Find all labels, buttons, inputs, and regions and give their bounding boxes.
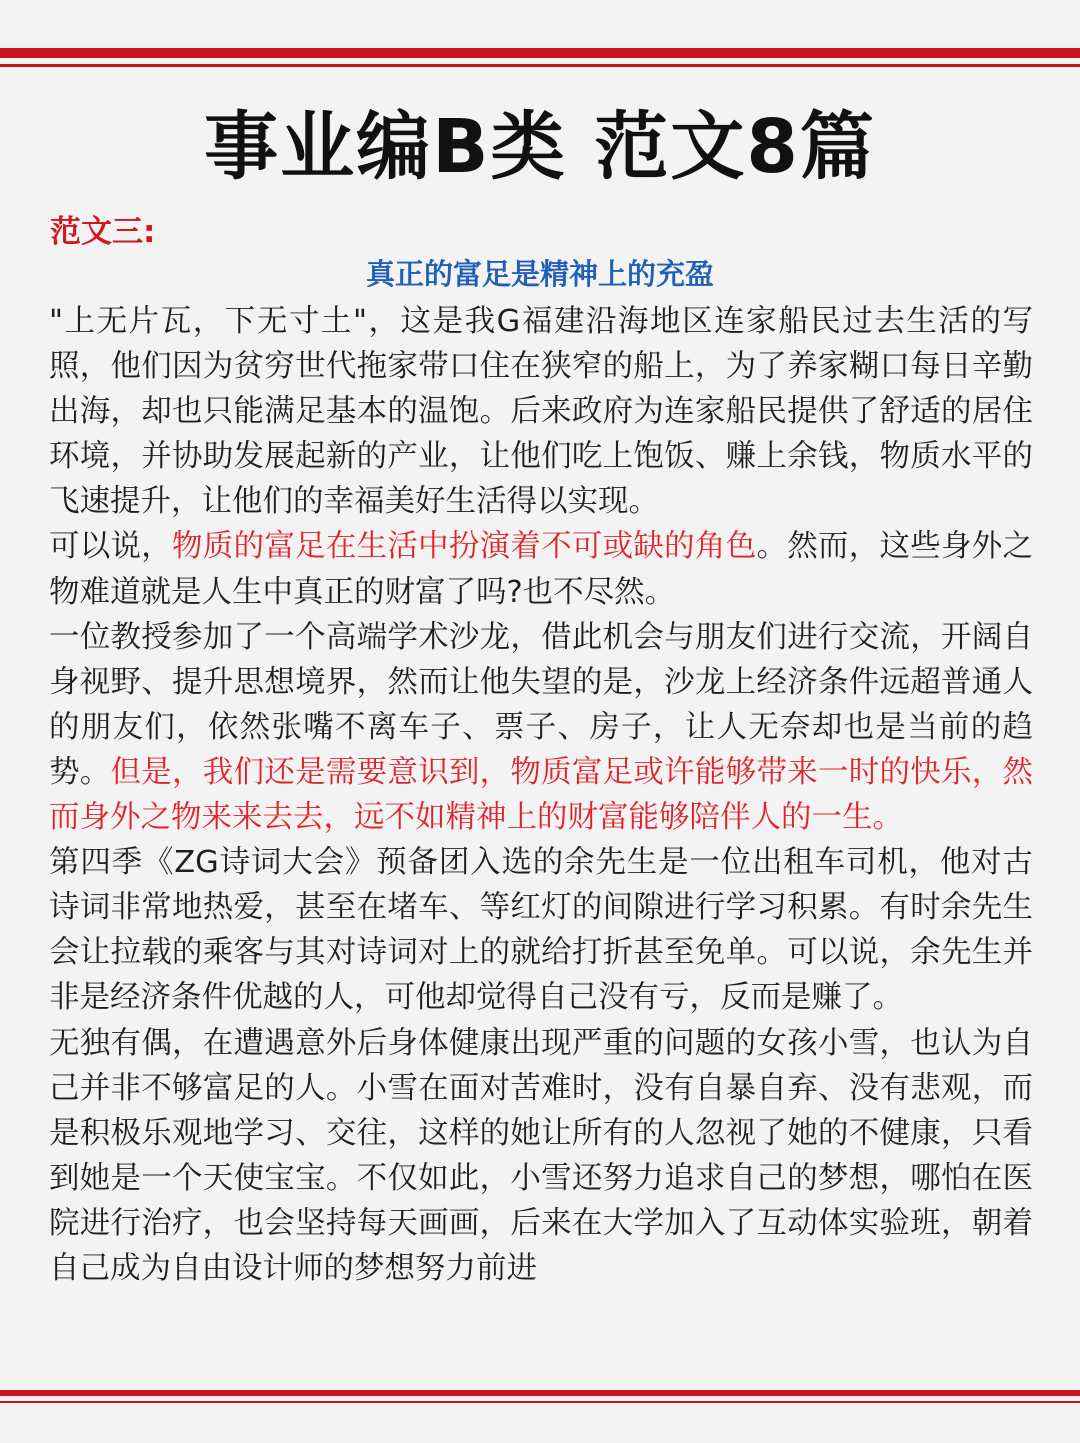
top-border-thick (0, 48, 1080, 58)
paragraph-1: "上无片瓦，下无寸土"，这是我G福建沿海地区连家船民过去生活的写照，他们因为贫穷世代拖家带口住在狭窄的船上，为了养家糊口每日辛勤出海，却也只能满足基本的温饱。后来政府为连家船民提供了舒适的居住环境，并协助发展起新的产业，让他们吃上饱饭、赚上余钱，物质水平的飞速提升，让他们的幸福美好生活得以实现。 (49, 304, 1033, 520)
paragraph-2-highlight: 物质的富足在生活中扮演着不可或缺的角色 (172, 529, 757, 565)
paragraph-4: 第四季《ZG诗词大会》预备团入选的余先生是一位出租车司机，他对古诗词非常地热爱，甚至在堵车、等红灯的间隙进行学习积累。有时余先生会让拉载的乘客与其对诗词对上的就给打折甚至免单。可以说，余先生并非是经济条件优越的人，可他却觉得自己没有亏，反而是赚了。 (49, 845, 1033, 1016)
paragraph-2-intro: 可以说， (49, 529, 173, 565)
essay-body (49, 299, 1033, 1291)
page-title: 事业编B类 范文8篇 (204, 104, 876, 190)
bottom-border-thick (0, 1390, 1080, 1396)
paragraph-2-rest: 。然而，这些身外之物难道就是人生中真正的财富了吗?也不尽然。 (49, 529, 1034, 610)
top-border-thin (0, 64, 1080, 67)
paragraph-3-highlight: 但是，我们还是需要意识到，物质富足或许能够带来一时的快乐，然而身外之物来来去去，远不如精神上的财富能够陪伴人的一生。 (49, 754, 1034, 836)
bottom-border-thin (0, 1401, 1080, 1403)
paragraph-3-text: 一位教授参加了一个高端学术沙龙，借此机会与朋友们进行交流，开阔自身视野、提升思想境界，然而让他失望的是，沙龙上经济条件远超普通人的朋友们，依然张嘴不离车子、票子、房子，让人无奈却也是当前的趋势。 (49, 619, 1033, 790)
paragraph-2 (49, 524, 1033, 614)
essay-title: 真正的富足是精神上的充盈 (365, 257, 714, 291)
paragraph-3 (49, 615, 1033, 840)
paragraph-5: 无独有偶，在遭遇意外后身体健康出现严重的问题的女孩小雪，也认为自己并非不够富足的人。小雪在面对苦难时，没有自暴自弃、没有悲观，而是积极乐观地学习、交往，这样的她让所有的人忽视了她的不健康，只看到她是一个天使宝宝。不仅如此，小雪还努力追求自己的梦想，哪怕在医院进行治疗，也会坚持每天画画，后来在大学加入了互动体实验班，朝着自己成为自由设计师的梦想努力前进 (49, 1025, 1033, 1286)
essay-label: 范文三: (50, 214, 156, 250)
